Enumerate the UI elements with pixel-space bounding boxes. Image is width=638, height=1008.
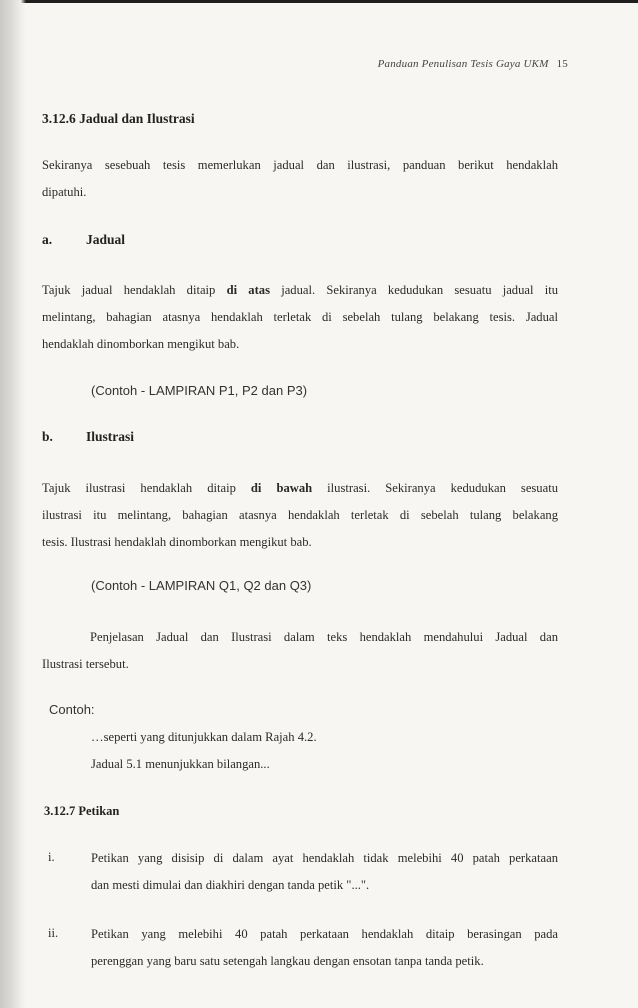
explanation-line-2: Ilustrasi tersebut. — [42, 657, 129, 671]
petikan-item-1 — [91, 845, 558, 899]
ilustrasi-line-1-pre: Tajuk ilustrasi hendaklah ditaip — [42, 481, 251, 495]
ilustrasi-line-2: ilustrasi itu melintang, bahagian atasnya hendaklah terletak di sebelah tulang belakang — [42, 508, 558, 522]
intro-paragraph — [42, 152, 558, 206]
petikan-item-2-line-2: perenggan yang baru satu setengah langkau dengan ensotan tanpa tanda petik. — [91, 954, 484, 968]
running-head-title: Panduan Penulisan Tesis Gaya UKM — [377, 58, 549, 70]
petikan-item-2-marker: ii. — [48, 926, 59, 940]
jadual-paragraph — [42, 277, 558, 358]
petikan-item-1-marker: i. — [48, 850, 55, 864]
ilustrasi-line-1-post: ilustrasi. Sekiranya kedudukan sesuatu — [312, 481, 558, 495]
section-heading-3126: 3.12.6 Jadual dan Ilustrasi — [42, 111, 195, 126]
page-number: 15 — [556, 58, 568, 70]
contoh-label: Contoh: — [49, 702, 95, 717]
jadual-line-2: melintang, bahagian atasnya hendaklah terletak di sebelah tulang belakang tesis. Jadual — [42, 310, 558, 324]
subheading-jadual-marker: a. — [42, 232, 53, 247]
petikan-item-2-line-1: Petikan yang melebihi 40 patah perkataan hendaklah ditaip berasingan pada — [91, 927, 558, 941]
subheading-ilustrasi-title: Ilustrasi — [86, 429, 135, 444]
contoh-examples — [91, 724, 411, 778]
jadual-line-1 — [42, 277, 558, 304]
jadual-line-1-bold: di atas — [226, 283, 270, 297]
intro-line-2: dipatuhi. — [42, 185, 87, 199]
jadual-line-1-post: jadual. Sekiranya kedudukan sesuatu jadual itu — [270, 283, 558, 297]
ilustrasi-line-3: tesis. Ilustrasi hendaklah dinomborkan mengikut bab. — [42, 535, 312, 549]
explanation-line-1: Penjelasan Jadual dan Ilustrasi dalam teks hendaklah mendahului Jadual dan — [90, 630, 558, 644]
jadual-line-1-pre: Tajuk jadual hendaklah ditaip — [42, 283, 227, 297]
section-heading-3127: 3.12.7 Petikan — [44, 804, 120, 818]
ilustrasi-line-1 — [42, 475, 558, 502]
subheading-ilustrasi-marker: b. — [42, 429, 53, 444]
contoh-example-2: Jadual 5.1 menunjukkan bilangan... — [91, 757, 270, 771]
intro-line-1: Sekiranya sesebuah tesis memerlukan jadual dan ilustrasi, panduan berikut hendaklah — [42, 158, 558, 172]
jadual-example: (Contoh - LAMPIRAN P1, P2 dan P3) — [91, 383, 308, 398]
jadual-line-3: hendaklah dinomborkan mengikut bab. — [42, 337, 240, 351]
running-head — [378, 58, 568, 70]
petikan-item-1-line-2: dan mesti dimulai dan diakhiri dengan tanda petik "...". — [91, 878, 370, 892]
subheading-ilustrasi — [42, 429, 135, 445]
ilustrasi-example: (Contoh - LAMPIRAN Q1, Q2 dan Q3) — [91, 578, 312, 593]
ilustrasi-paragraph — [42, 475, 558, 556]
explanation-paragraph — [42, 624, 558, 678]
petikan-item-1-line-1: Petikan yang disisip di dalam ayat hendaklah tidak melebihi 40 patah perkataan — [91, 851, 558, 865]
contoh-example-1: …seperti yang ditunjukkan dalam Rajah 4.2. — [91, 730, 317, 744]
subheading-jadual — [42, 232, 126, 248]
subheading-jadual-title: Jadual — [86, 232, 126, 247]
ilustrasi-line-1-bold: di bawah — [250, 481, 313, 495]
petikan-item-2 — [91, 921, 558, 975]
